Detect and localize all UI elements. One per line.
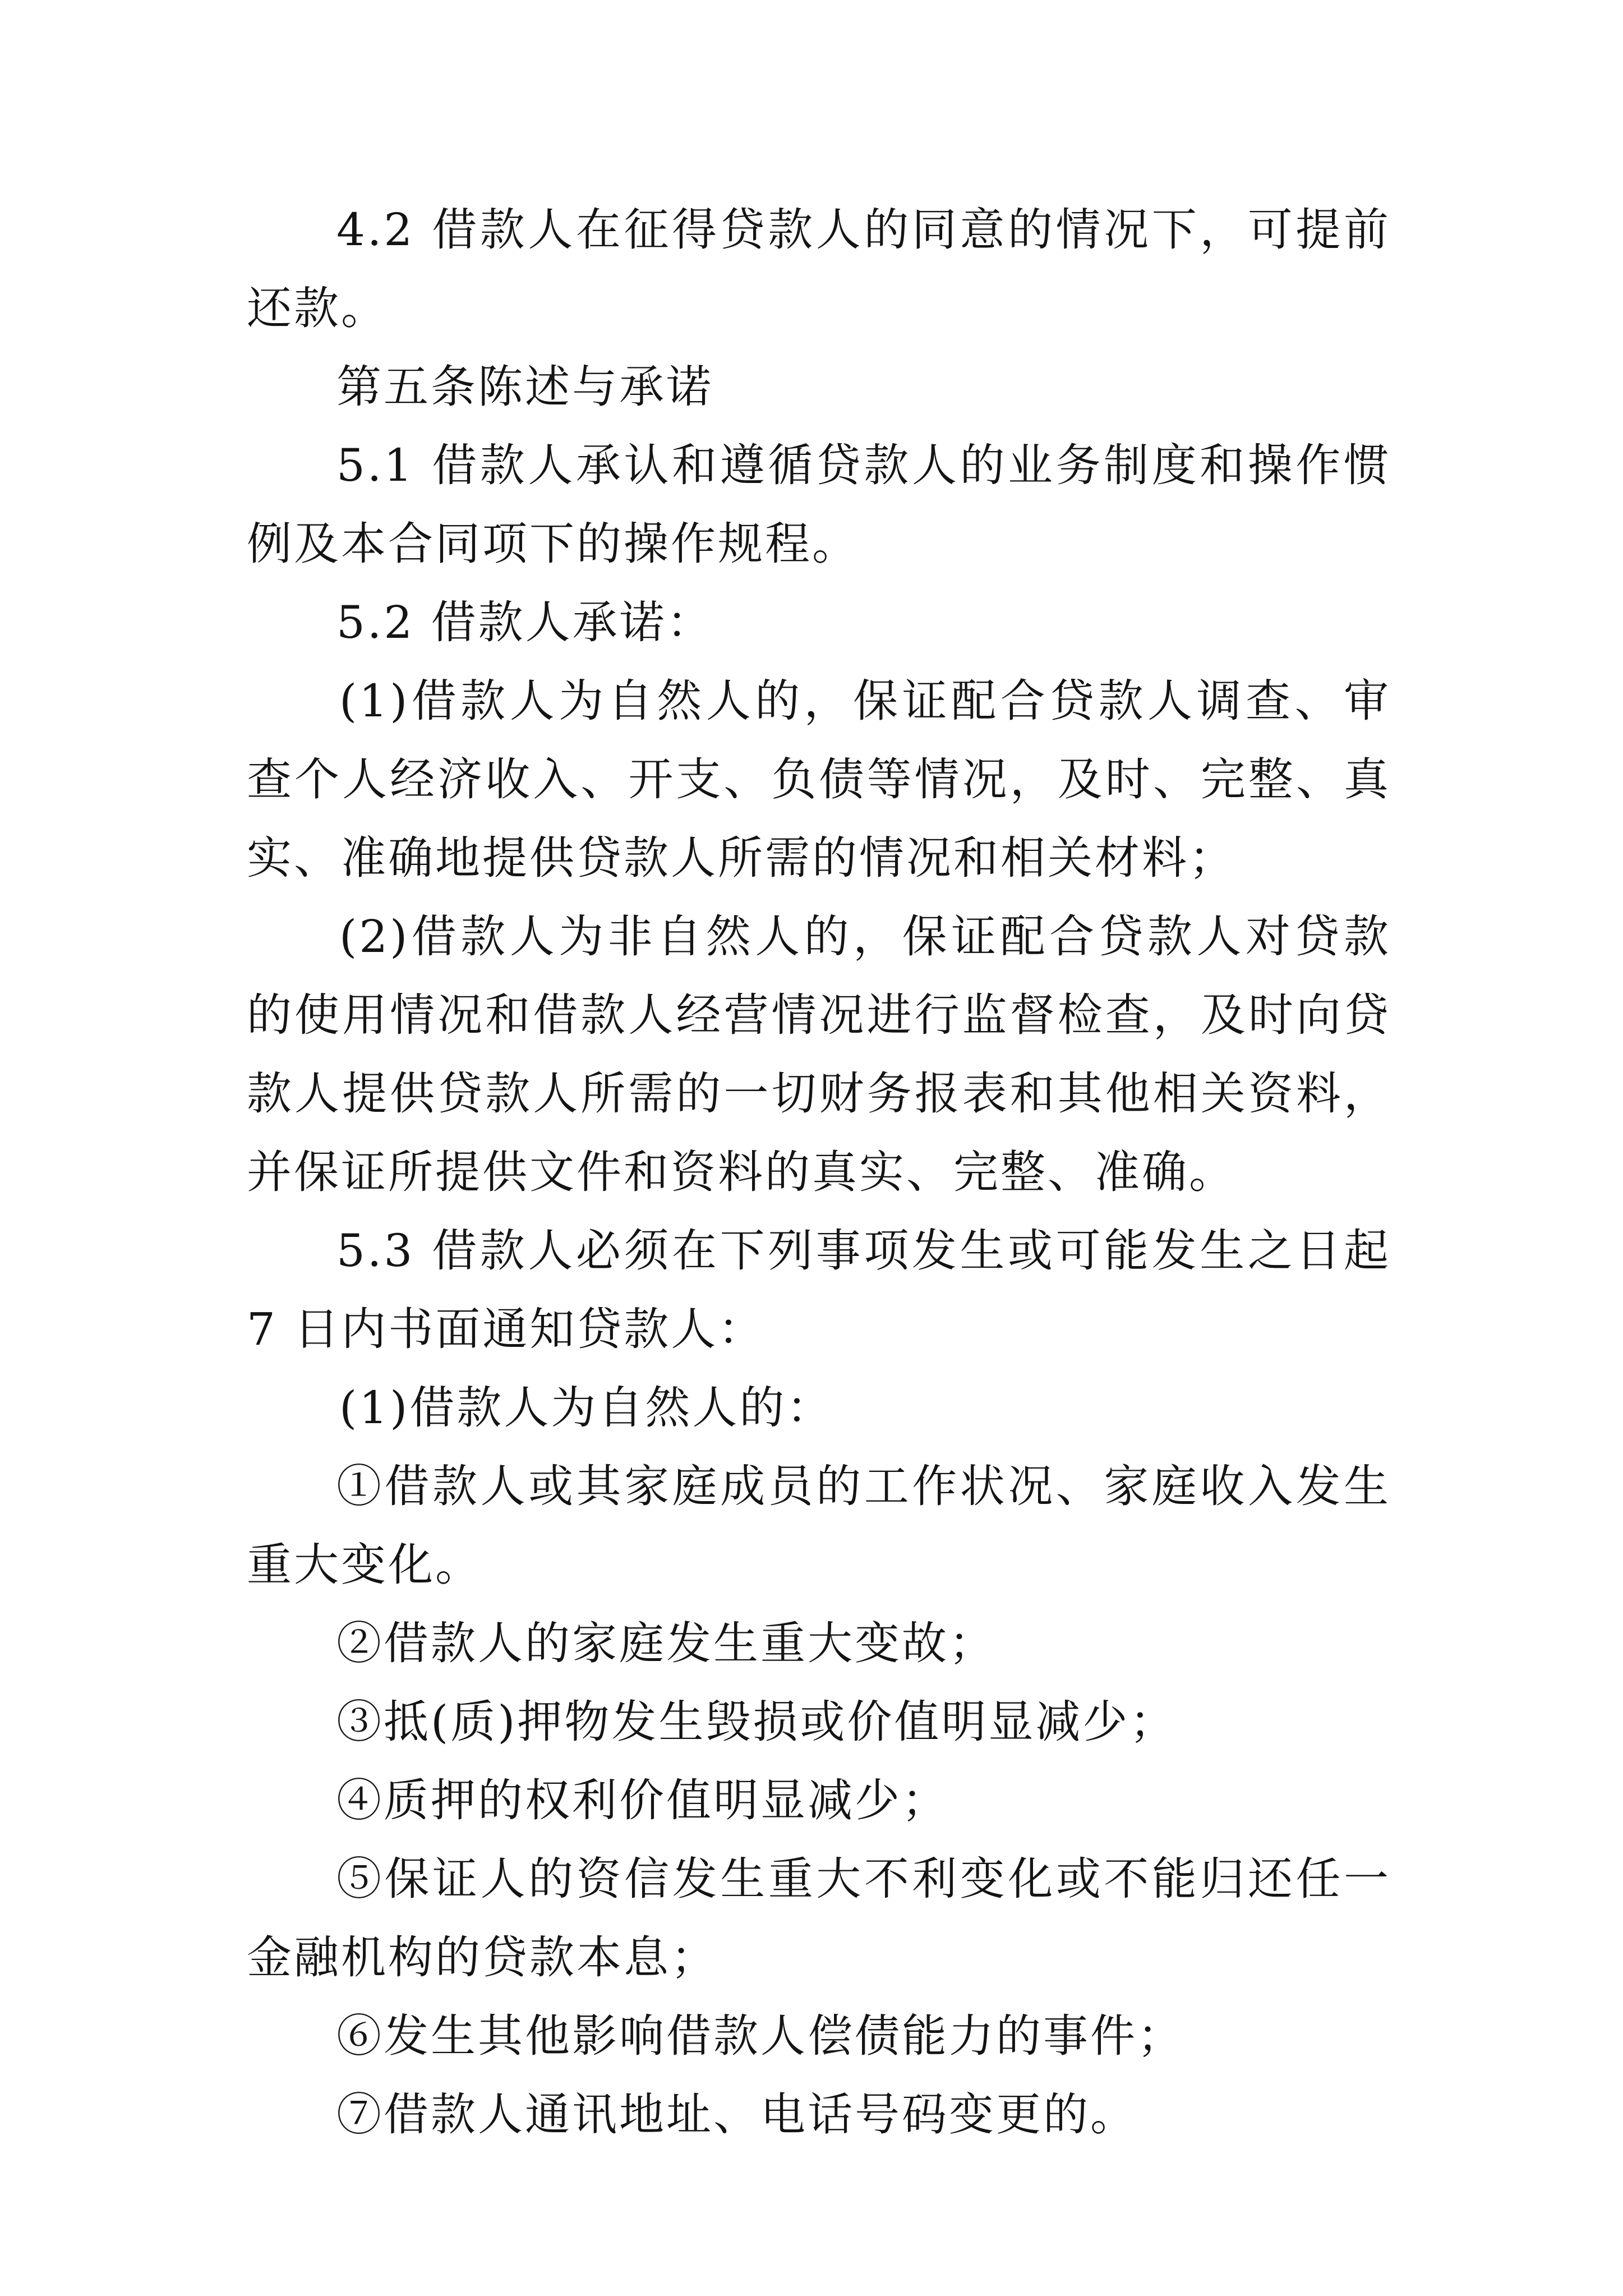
list-item-circled-1: ①借款人或其家庭成员的工作状况、家庭收入发生重大变化。 — [247, 1460, 1391, 1591]
list-item-circled-4: ④质押的权利价值明显减少； — [336, 1774, 949, 1826]
list-item-circled-6: ⑥发生其他影响借款人偿债能力的事件； — [336, 2010, 1184, 2062]
paragraph-5-3-item-1: (1)借款人为自然人的： — [339, 1382, 834, 1434]
list-item-circled-7: ⑦借款人通讯地址、电话号码变更的。 — [336, 2088, 1137, 2141]
section-heading-article-5: 第五条陈述与承诺 — [336, 361, 713, 413]
paragraph-5-2: 5.2 借款人承诺： — [336, 596, 714, 648]
paragraph-5-1: 5.1 借款人承认和遵循贷款人的业务制度和操作惯例及本合同项下的操作规程。 — [247, 439, 1391, 570]
paragraph-5-2-item-1: (1)借款人为自然人的，保证配合贷款人调查、审查个人经济收入、开支、负债等情况，及时、完整、真实、准确地提供贷款人所需的情况和相关材料； — [247, 675, 1391, 884]
list-item-circled-5: ⑤保证人的资信发生重大不利变化或不能归还任一金融机构的贷款本息； — [247, 1853, 1391, 1984]
paragraph-4-2-prepayment: 4.2 借款人在征得贷款人的同意的情况下，可提前还款。 — [247, 204, 1391, 334]
paragraph-5-3: 5.3 借款人必须在下列事项发生或可能发生之日起 7 日内书面通知贷款人： — [247, 1225, 1391, 1355]
document-body — [247, 191, 1391, 2154]
paragraph-5-2-item-2: (2)借款人为非自然人的，保证配合贷款人对贷款的使用情况和借款人经营情况进行监督检查，及时向贷款人提供贷款人所需的一切财务报表和其他相关资料，并保证所提供文件和资料的真实、完整、准确。 — [247, 910, 1391, 1198]
list-item-circled-3: ③抵(质)押物发生毁损或价值明显减少； — [336, 1696, 1177, 1748]
list-item-circled-2: ②借款人的家庭发生重大变故； — [336, 1617, 996, 1669]
